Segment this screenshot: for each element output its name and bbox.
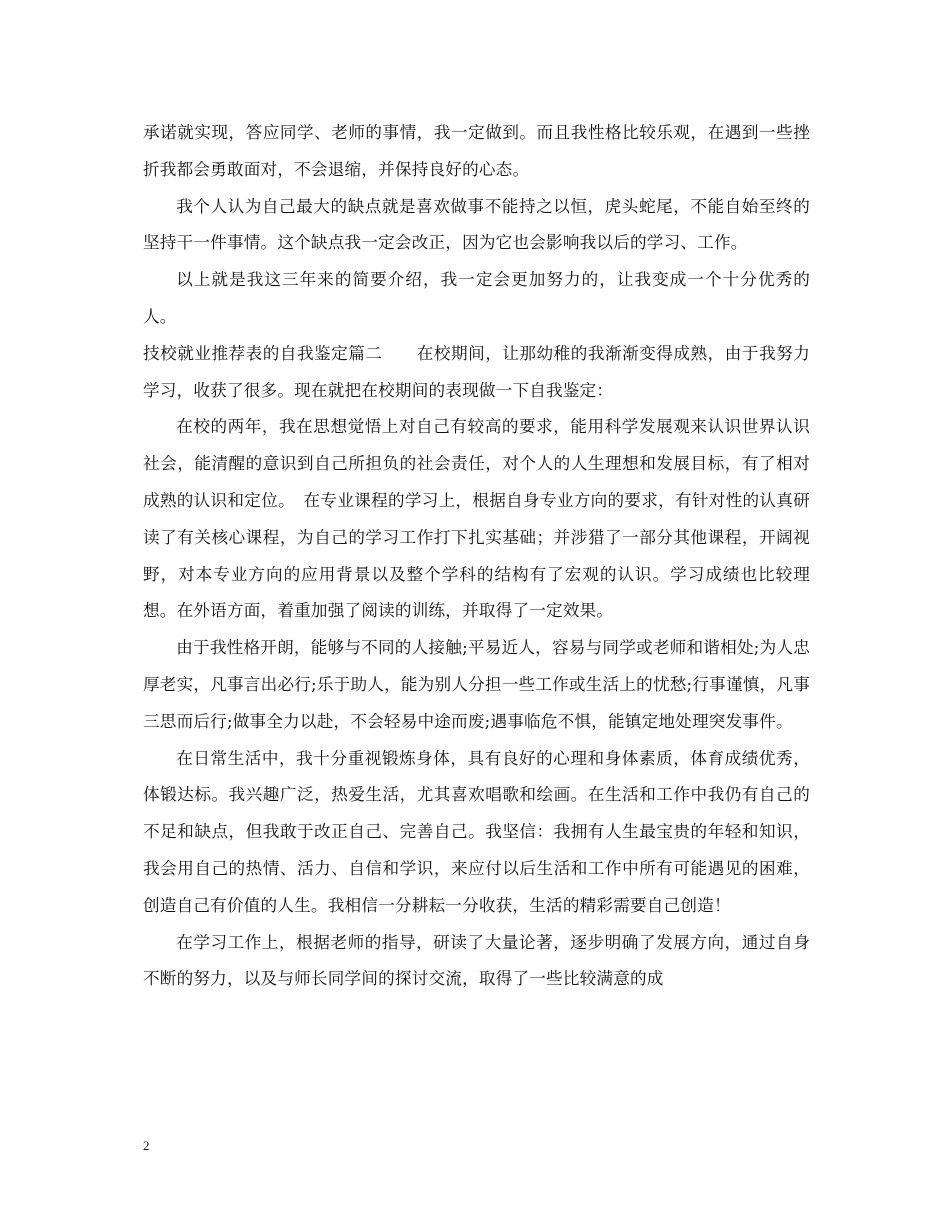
page-number: 2 (143, 1138, 150, 1153)
paragraph-continuation: 承诺就实现，答应同学、老师的事情，我一定做到。而且我性格比较乐观，在遇到一些挫折我都会勇敢面对，不会退缩，并保持良好的心态。 (143, 123, 810, 179)
paragraph-daily-life: 在日常生活中，我十分重视锻炼身体，具有良好的心理和身体素质，体育成绩优秀，体锻达标。我兴趣广泛，热爱生活，尤其喜欢唱歌和绘画。在生活和工作中我仍有自己的不足和缺点，但我敢于改正自己、完善自己。我坚信：我拥有人生最宝贵的年轻和知识，我会用自己的热情、活力、自信和学识，来应付以后生活和工作中所有可能遇见的困难，创造自己有价值的人生。我相信一分耕耘一分收获，生活的精彩需要自己创造！ (143, 748, 810, 915)
document-body (143, 115, 810, 998)
paragraph-section-two-heading: 技校就业推荐表的自我鉴定篇二 在校期间，让那幼稚的我渐渐变得成熟，由于我努力学习，收获了很多。现在就把在校期间的表现做一下自我鉴定： (143, 343, 810, 400)
paragraph-shortcoming: 我个人认为自己最大的缺点就是喜欢做事不能持之以恒，虎头蛇尾，不能自始至终的坚持干一件事情。这个缺点我一定会改正，因为它也会影响我以后的学习、工作。 (143, 196, 810, 253)
paragraph-study-work: 在学习工作上，根据老师的指导，研读了大量论著，逐步明确了发展方向，通过自身不断的努力，以及与师长同学间的探讨交流，取得了一些比较满意的成 (143, 932, 810, 989)
paragraph-study-ideology: 在校的两年，我在思想觉悟上对自己有较高的要求，能用科学发展观来认识世界认识社会，能清醒的意识到自己所担负的社会责任，对个人的人生理想和发展目标，有了相对成熟的认识和定位。 在专业课程的学习上，根据自身专业方向的要求，有针对性的认真研读了有关核心课程，为自己的学习工作打下扎实基础；并涉猎了一部分其他课程，开阔视野，对本专业方向的应用背景以及整个学科的结构有了宏观的认识。学习成绩也比较理想。在外语方面，着重加强了阅读的训练，并取得了一定效果。 (143, 417, 810, 621)
paragraph-summary: 以上就是我这三年来的简要介绍，我一定会更加努力的，让我变成一个十分优秀的人。 (143, 270, 810, 326)
paragraph-personality: 由于我性格开朗，能够与不同的人接触;平易近人，容易与同学或老师和谐相处;为人忠厚老实，凡事言出必行;乐于助人，能为别人分担一些工作或生活上的忧愁;行事谨慎，凡事三思而后行;做事全力以赴，不会轻易中途而废;遇事临危不惧，能镇定地处理突发事件。 (143, 638, 810, 731)
